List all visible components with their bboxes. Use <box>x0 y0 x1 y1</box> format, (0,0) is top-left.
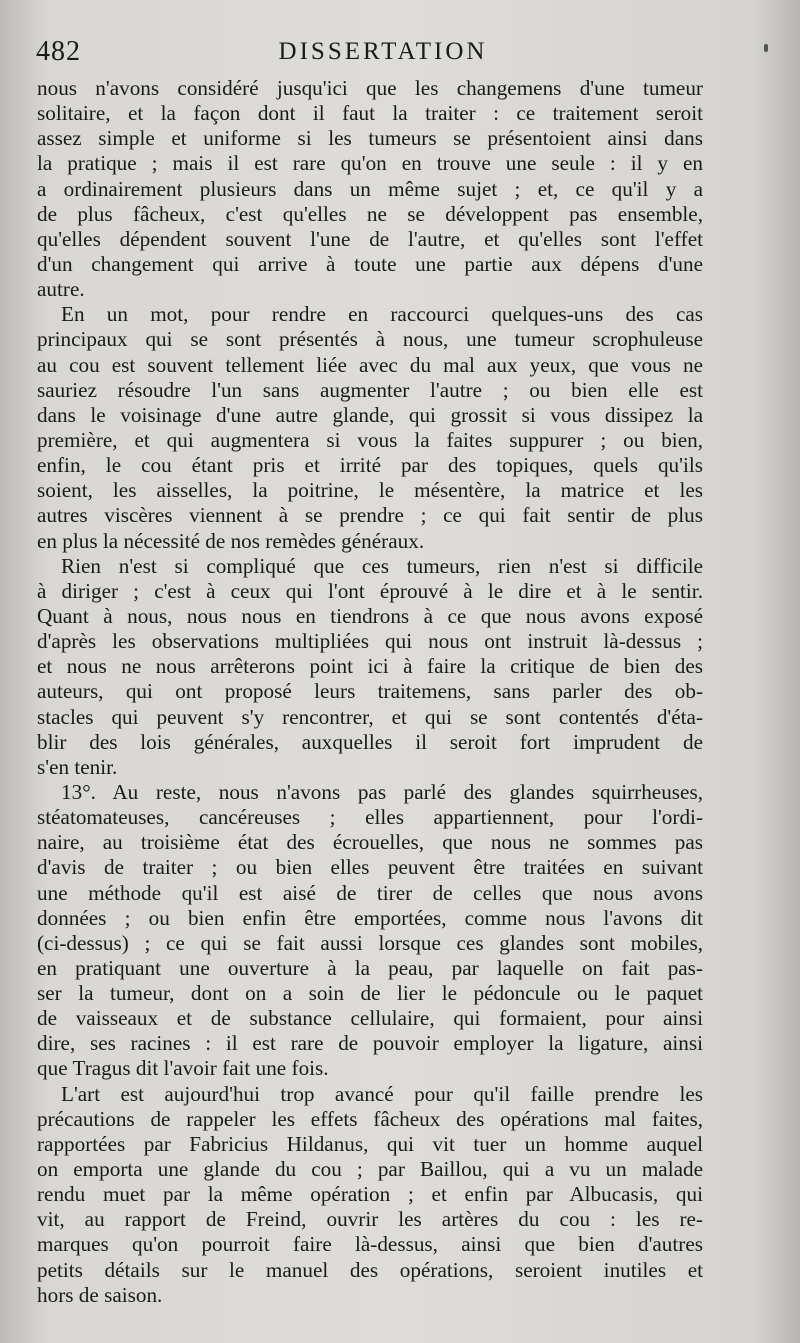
text-line: une méthode qu'il est aisé de tirer de celles que nous avons <box>37 880 703 905</box>
text-line: à diriger ; c'est à ceux qui l'ont éprouvé à le dire et à le sentir. <box>37 578 703 603</box>
text-line: rendu muet par la même opération ; et enfin par Albucasis, qui <box>37 1182 703 1207</box>
text-line: stéatomateuses, cancéreuses ; elles appartiennent, pour l'ordi- <box>37 805 703 830</box>
text-line: au cou est souvent tellement liée avec du mal aux yeux, que vous ne <box>37 352 703 377</box>
text-line: (ci-dessus) ; ce qui se fait aussi lorsque ces glandes sont mobiles, <box>37 930 703 955</box>
text-line: de vaisseaux et de substance cellulaire, qui formaient, pour ainsi <box>37 1006 703 1031</box>
margin-mark <box>764 44 768 52</box>
body-text <box>37 76 703 1308</box>
text-line: principaux qui se sont présentés à nous, une tumeur scrophuleuse <box>37 327 703 352</box>
text-line: rapportées par Fabricius Hildanus, qui vit tuer un homme auquel <box>37 1131 703 1156</box>
text-line: Quant à nous, nous nous en tiendrons à ce que nous avons exposé <box>37 603 703 628</box>
text-line: En un mot, pour rendre en raccourci quelques-uns des cas <box>61 302 703 327</box>
text-line: dans le voisinage d'une autre glande, qui grossit si vous dissipez la <box>37 402 703 427</box>
text-line: a ordinairement plusieurs dans un même sujet ; et, ce qu'il y a <box>37 176 703 201</box>
text-line: naire, au troisième état des écrouelles, que nous ne sommes pas <box>37 830 703 855</box>
text-line: d'après les observations multipliées qui nous ont instruit là-dessus ; <box>37 629 703 654</box>
text-line: s'en tenir. <box>37 754 118 779</box>
text-line: stacles qui peuvent s'y rencontrer, et qui se sont contentés d'éta- <box>37 704 703 729</box>
text-line: données ; ou bien enfin être emportées, comme nous l'avons dit <box>37 905 703 930</box>
text-line: solitaire, et la façon dont il faut la traiter : ce traitement seroit <box>37 101 703 126</box>
text-line: autre. <box>37 277 85 302</box>
text-line: L'art est aujourd'hui trop avancé pour qu'il faille prendre les <box>61 1081 703 1106</box>
text-line: 13°. Au reste, nous n'avons pas parlé des glandes squirrheuses, <box>61 779 703 804</box>
text-line: petits détails sur le manuel des opérations, seroient inutiles et <box>37 1257 703 1282</box>
text-line: que Tragus dit l'avoir fait une fois. <box>37 1056 329 1081</box>
paragraph <box>37 1082 703 1308</box>
paragraph <box>37 780 703 1082</box>
text-line: première, et qui augmentera si vous la faites suppurer ; ou bien, <box>37 427 703 452</box>
text-line: la pratique ; mais il est rare qu'on en trouve une seule : il y en <box>37 151 703 176</box>
text-line: enfin, le cou étant pris et irrité par des topiques, quels qu'ils <box>37 453 703 478</box>
text-line: soient, les aisselles, la poitrine, le mésentère, la matrice et les <box>37 478 703 503</box>
text-line: d'avis de traiter ; ou bien elles peuvent être traitées en suivant <box>37 855 703 880</box>
text-line: blir des lois générales, auxquelles il seroit fort imprudent de <box>37 729 703 754</box>
text-line: de plus fâcheux, c'est qu'elles ne se développent pas ensemble, <box>37 201 703 226</box>
text-line: et nous ne nous arrêterons point ici à faire la critique de bien des <box>37 654 703 679</box>
text-line: en plus la nécessité de nos remèdes généraux. <box>37 528 425 553</box>
text-line: sauriez résoudre l'un sans augmenter l'autre ; ou bien elle est <box>37 377 703 402</box>
text-line: dire, ses racines : il est rare de pouvoir employer la ligature, ainsi <box>37 1031 703 1056</box>
text-line: auteurs, qui ont proposé leurs traitemens, sans parler des ob- <box>37 679 703 704</box>
paragraph <box>37 302 703 553</box>
text-line: d'un changement qui arrive à toute une partie aux dépens d'une <box>37 251 703 276</box>
page-header <box>36 34 730 74</box>
text-line: marques qu'on pourroit faire là-dessus, ainsi que bien d'autres <box>37 1232 703 1257</box>
text-line: Rien n'est si compliqué que ces tumeurs, rien n'est si difficile <box>61 553 703 578</box>
text-line: en pratiquant une ouverture à la peau, par laquelle on fait pas- <box>37 955 703 980</box>
running-title: DISSERTATION <box>278 38 488 65</box>
page-number: 482 <box>36 36 81 67</box>
paragraph <box>37 76 703 302</box>
text-line: assez simple et uniforme si les tumeurs se présentoient ainsi dans <box>37 126 703 151</box>
text-line: ser la tumeur, dont on a soin de lier le pédoncule ou le paquet <box>37 981 703 1006</box>
paragraph <box>37 554 703 780</box>
text-line: hors de saison. <box>37 1282 163 1307</box>
text-line: précautions de rappeler les effets fâcheux des opérations mal faites, <box>37 1106 703 1131</box>
text-line: nous n'avons considéré jusqu'ici que les changemens d'une tumeur <box>37 76 703 100</box>
text-line: qu'elles dépendent souvent l'une de l'autre, et qu'elles sont l'effet <box>37 226 703 251</box>
text-line: on emporta une glande du cou ; par Baillou, qui a vu un malade <box>37 1157 703 1182</box>
text-line: vit, au rapport de Freind, ouvrir les artères du cou : les re- <box>37 1207 703 1232</box>
text-line: autres viscères viennent à se prendre ; ce qui fait sentir de plus <box>37 503 703 528</box>
